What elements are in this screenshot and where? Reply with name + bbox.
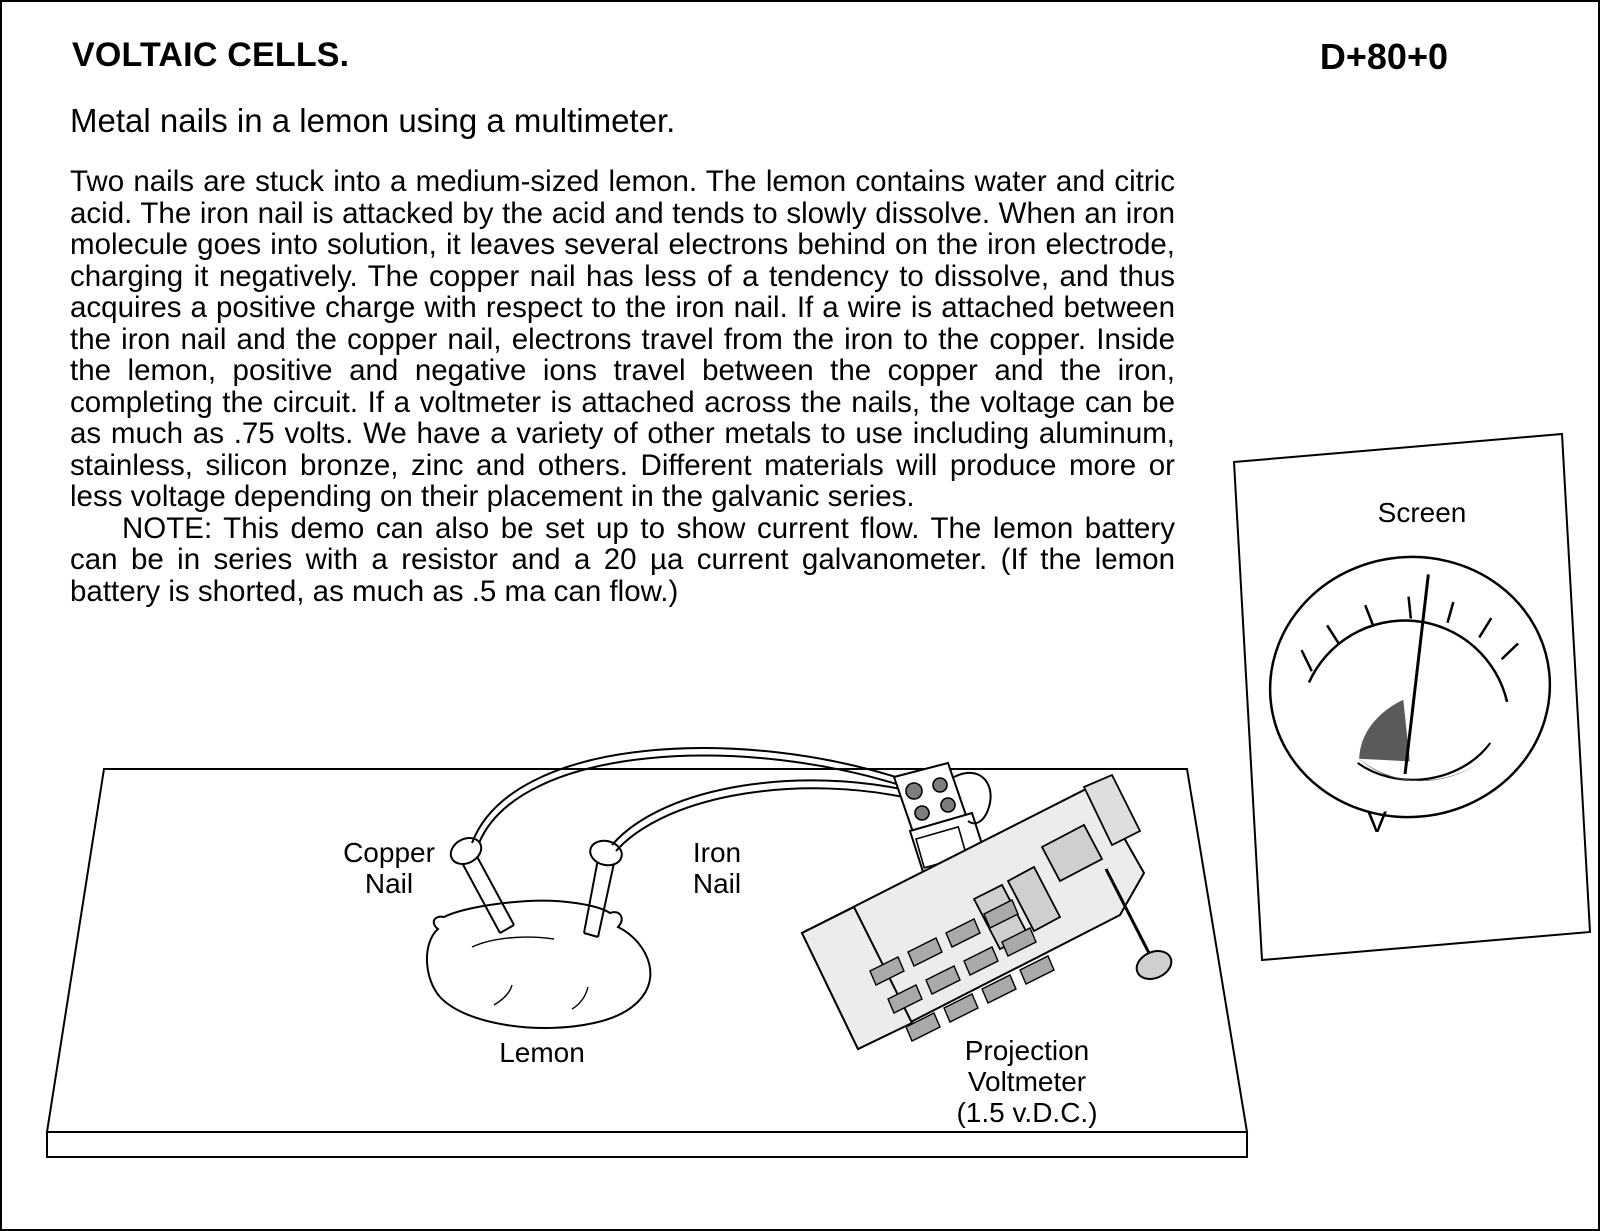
projection-voltmeter-label: Projection Voltmeter (1.5 v.D.C.) — [956, 1035, 1098, 1128]
description-text — [70, 166, 1175, 607]
copper-nail-label: Copper Nail — [343, 837, 435, 899]
meter-symbol-label: V — [1366, 806, 1387, 839]
iron-nail-label: Iron Nail — [692, 837, 742, 899]
screen-label: Screen — [1377, 497, 1467, 528]
description-paragraph-1: Two nails are stuck into a medium-sized lemon. The lemon contains water and citric acid. The iron nail is attacked by the acid and tends to slowly dissolve. When an iron molecule goes into solution, it leaves several electrons behind on the iron electrode, charging it negatively. The copper nail has less of a tendency to dissolve, and thus acquires a positive charge with respect to the iron nail. If a wire is attached between the iron nail and the copper nail, electrons travel from the iron to the copper. Inside the lemon, positive and negative ions travel between the copper and the iron, completing the circuit. If a voltmeter is attached across the nails, the voltage can be as much as .75 volts. We have a variety of other metals to use including aluminum, stainless, silicon bronze, zinc and others. Different materials will produce more or less voltage depending on their placement in the galvanic series. — [70, 165, 1175, 513]
lemon-label: Lemon — [499, 1037, 585, 1068]
description-paragraph-2: NOTE: This demo can also be set up to show current flow. The lemon battery can be in series with a resistor and a 20 µa current galvanometer. (If the lemon battery is shorted, as much as .5 ma can flow.) — [70, 511, 1175, 608]
page-title: VOLTAIC CELLS. — [72, 36, 350, 74]
catalog-code: D+80+0 — [1319, 36, 1448, 77]
bench-illustration — [42, 747, 1292, 1197]
page-subtitle: Metal nails in a lemon using a multimeter. — [70, 102, 676, 139]
